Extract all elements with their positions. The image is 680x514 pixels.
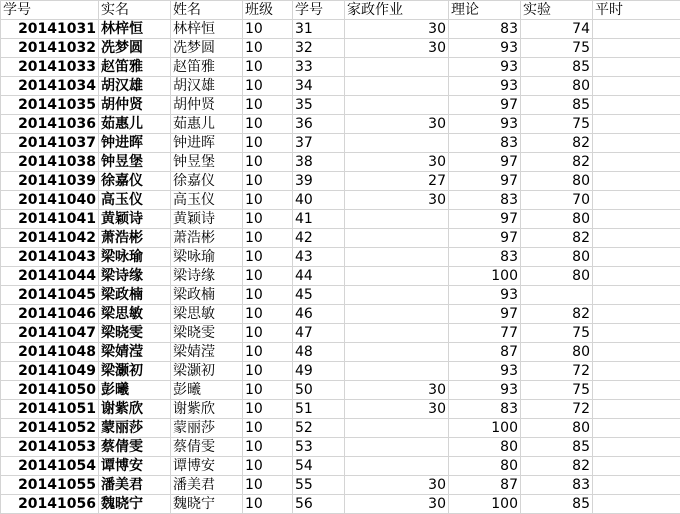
- cell-student-id[interactable]: 20141045: [1, 286, 99, 305]
- cell-class[interactable]: 10: [243, 96, 293, 115]
- cell-class[interactable]: 10: [243, 58, 293, 77]
- cell-homework[interactable]: [345, 305, 449, 324]
- cell-homework[interactable]: [345, 248, 449, 267]
- table-row: [1, 476, 680, 495]
- cell-name[interactable]: 彭曦: [171, 381, 243, 400]
- cell-lab[interactable]: 83: [521, 476, 593, 495]
- table-row: [1, 400, 680, 419]
- cell-regular[interactable]: [593, 343, 680, 362]
- cell-name[interactable]: 黄颖诗: [171, 210, 243, 229]
- cell-lab[interactable]: 75: [521, 39, 593, 58]
- cell-seat-number[interactable]: 43: [293, 248, 345, 267]
- cell-name[interactable]: 钟进晖: [171, 134, 243, 153]
- cell-name[interactable]: 赵笛雅: [171, 58, 243, 77]
- cell-student-id[interactable]: 20141042: [1, 229, 99, 248]
- cell-name[interactable]: 梁婧滢: [171, 343, 243, 362]
- cell-name[interactable]: 胡仲贤: [171, 96, 243, 115]
- cell-theory[interactable]: 80: [449, 438, 521, 457]
- cell-name[interactable]: 梁咏瑜: [171, 248, 243, 267]
- table-row: [1, 248, 680, 267]
- table-row: [1, 39, 680, 58]
- cell-seat-number[interactable]: 47: [293, 324, 345, 343]
- table-row: [1, 115, 680, 134]
- cell-theory[interactable]: 97: [449, 229, 521, 248]
- cell-regular[interactable]: [593, 495, 680, 514]
- header-cell-regular[interactable]: 平时: [593, 1, 680, 20]
- cell-homework[interactable]: 30: [345, 191, 449, 210]
- cell-name[interactable]: 潘美君: [171, 476, 243, 495]
- cell-homework[interactable]: [345, 457, 449, 476]
- cell-homework[interactable]: 30: [345, 495, 449, 514]
- cell-lab[interactable]: 74: [521, 20, 593, 39]
- cell-real-name[interactable]: 彭曦: [99, 381, 171, 400]
- cell-seat-number[interactable]: 33: [293, 58, 345, 77]
- cell-theory[interactable]: 93: [449, 381, 521, 400]
- cell-class[interactable]: 10: [243, 381, 293, 400]
- cell-name[interactable]: 高玉仪: [171, 191, 243, 210]
- cell-name[interactable]: 梁思敏: [171, 305, 243, 324]
- header-cell-seat-number[interactable]: 学号: [293, 1, 345, 20]
- cell-real-name[interactable]: 梁婧滢: [99, 343, 171, 362]
- cell-name[interactable]: 钟昱堡: [171, 153, 243, 172]
- cell-lab[interactable]: 75: [521, 115, 593, 134]
- cell-lab[interactable]: 80: [521, 248, 593, 267]
- cell-theory[interactable]: 97: [449, 172, 521, 191]
- cell-seat-number[interactable]: 53: [293, 438, 345, 457]
- cell-student-id[interactable]: 20141040: [1, 191, 99, 210]
- cell-regular[interactable]: [593, 267, 680, 286]
- cell-regular[interactable]: [593, 115, 680, 134]
- cell-name[interactable]: 蔡倩雯: [171, 438, 243, 457]
- cell-real-name[interactable]: 潘美君: [99, 476, 171, 495]
- cell-student-id[interactable]: 20141049: [1, 362, 99, 381]
- cell-real-name[interactable]: 钟进晖: [99, 134, 171, 153]
- table-row: [1, 58, 680, 77]
- cell-student-id[interactable]: 20141037: [1, 134, 99, 153]
- table-row: [1, 495, 680, 514]
- cell-class[interactable]: 10: [243, 305, 293, 324]
- cell-student-id[interactable]: 20141051: [1, 400, 99, 419]
- cell-real-name[interactable]: 高玉仪: [99, 191, 171, 210]
- table-row: [1, 77, 680, 96]
- cell-lab[interactable]: 85: [521, 495, 593, 514]
- cell-student-id[interactable]: 20141044: [1, 267, 99, 286]
- cell-real-name[interactable]: 梁思敏: [99, 305, 171, 324]
- cell-real-name[interactable]: 梁诗缘: [99, 267, 171, 286]
- cell-student-id[interactable]: 20141043: [1, 248, 99, 267]
- cell-homework[interactable]: [345, 362, 449, 381]
- cell-name[interactable]: 梁灏初: [171, 362, 243, 381]
- cell-class[interactable]: 10: [243, 248, 293, 267]
- cell-class[interactable]: 10: [243, 476, 293, 495]
- cell-seat-number[interactable]: 39: [293, 172, 345, 191]
- cell-class[interactable]: 10: [243, 39, 293, 58]
- cell-student-id[interactable]: 20141054: [1, 457, 99, 476]
- cell-real-name[interactable]: 梁晓雯: [99, 324, 171, 343]
- cell-class[interactable]: 10: [243, 191, 293, 210]
- cell-lab[interactable]: 70: [521, 191, 593, 210]
- table-row: [1, 305, 680, 324]
- cell-lab[interactable]: 85: [521, 96, 593, 115]
- cell-theory[interactable]: 93: [449, 77, 521, 96]
- cell-seat-number[interactable]: 32: [293, 39, 345, 58]
- cell-name[interactable]: 梁政楠: [171, 286, 243, 305]
- cell-name[interactable]: 梁诗缘: [171, 267, 243, 286]
- cell-seat-number[interactable]: 42: [293, 229, 345, 248]
- cell-name[interactable]: 谭博安: [171, 457, 243, 476]
- header-cell-homework[interactable]: 家政作业: [345, 1, 449, 20]
- cell-theory[interactable]: 100: [449, 419, 521, 438]
- table-row: [1, 419, 680, 438]
- table-row: [1, 381, 680, 400]
- cell-homework[interactable]: [345, 210, 449, 229]
- cell-student-id[interactable]: 20141046: [1, 305, 99, 324]
- cell-class[interactable]: 10: [243, 438, 293, 457]
- cell-lab[interactable]: 85: [521, 58, 593, 77]
- cell-seat-number[interactable]: 46: [293, 305, 345, 324]
- table-row: [1, 324, 680, 343]
- cell-student-id[interactable]: 20141035: [1, 96, 99, 115]
- cell-lab[interactable]: 80: [521, 267, 593, 286]
- cell-name[interactable]: 梁晓雯: [171, 324, 243, 343]
- cell-theory[interactable]: 87: [449, 343, 521, 362]
- cell-theory[interactable]: 83: [449, 20, 521, 39]
- cell-student-id[interactable]: 20141034: [1, 77, 99, 96]
- table-row: [1, 267, 680, 286]
- cell-class[interactable]: 10: [243, 400, 293, 419]
- cell-class[interactable]: 10: [243, 134, 293, 153]
- cell-regular[interactable]: [593, 362, 680, 381]
- table-row: [1, 20, 680, 39]
- cell-real-name[interactable]: 魏晓宁: [99, 495, 171, 514]
- table-row: [1, 362, 680, 381]
- cell-theory[interactable]: 77: [449, 324, 521, 343]
- cell-class[interactable]: 10: [243, 324, 293, 343]
- cell-theory[interactable]: 100: [449, 495, 521, 514]
- cell-homework[interactable]: [345, 77, 449, 96]
- cell-regular[interactable]: [593, 324, 680, 343]
- cell-class[interactable]: 10: [243, 77, 293, 96]
- cell-homework[interactable]: 30: [345, 381, 449, 400]
- cell-theory[interactable]: 93: [449, 58, 521, 77]
- cell-seat-number[interactable]: 49: [293, 362, 345, 381]
- cell-lab[interactable]: 80: [521, 419, 593, 438]
- cell-class[interactable]: 10: [243, 20, 293, 39]
- cell-student-id[interactable]: 20141055: [1, 476, 99, 495]
- cell-class[interactable]: 10: [243, 172, 293, 191]
- table-row: [1, 210, 680, 229]
- cell-student-id[interactable]: 20141053: [1, 438, 99, 457]
- cell-class[interactable]: 10: [243, 153, 293, 172]
- cell-homework[interactable]: [345, 96, 449, 115]
- cell-student-id[interactable]: 20141032: [1, 39, 99, 58]
- cell-regular[interactable]: [593, 210, 680, 229]
- cell-theory[interactable]: 83: [449, 400, 521, 419]
- cell-real-name[interactable]: 赵笛雅: [99, 58, 171, 77]
- cell-seat-number[interactable]: 54: [293, 457, 345, 476]
- cell-class[interactable]: 10: [243, 286, 293, 305]
- cell-class[interactable]: 10: [243, 115, 293, 134]
- header-row: [1, 1, 680, 20]
- cell-seat-number[interactable]: 45: [293, 286, 345, 305]
- cell-regular[interactable]: [593, 286, 680, 305]
- cell-class[interactable]: 10: [243, 210, 293, 229]
- cell-class[interactable]: 10: [243, 457, 293, 476]
- cell-seat-number[interactable]: 50: [293, 381, 345, 400]
- cell-lab[interactable]: 72: [521, 362, 593, 381]
- cell-seat-number[interactable]: 36: [293, 115, 345, 134]
- cell-theory[interactable]: 93: [449, 362, 521, 381]
- cell-name[interactable]: 谢紫欣: [171, 400, 243, 419]
- cell-homework[interactable]: [345, 58, 449, 77]
- cell-name[interactable]: 魏晓宁: [171, 495, 243, 514]
- cell-theory[interactable]: 97: [449, 153, 521, 172]
- cell-homework[interactable]: [345, 343, 449, 362]
- cell-lab[interactable]: 82: [521, 153, 593, 172]
- cell-lab[interactable]: 82: [521, 457, 593, 476]
- cell-lab[interactable]: 75: [521, 381, 593, 400]
- cell-regular[interactable]: [593, 419, 680, 438]
- cell-name[interactable]: 徐嘉仪: [171, 172, 243, 191]
- cell-student-id[interactable]: 20141038: [1, 153, 99, 172]
- header-cell-student-id[interactable]: 学号: [1, 1, 99, 20]
- header-cell-theory[interactable]: 理论: [449, 1, 521, 20]
- cell-regular[interactable]: [593, 438, 680, 457]
- cell-regular[interactable]: [593, 39, 680, 58]
- table-row: [1, 457, 680, 476]
- cell-regular[interactable]: [593, 248, 680, 267]
- cell-name[interactable]: 胡汉雄: [171, 77, 243, 96]
- cell-regular[interactable]: [593, 305, 680, 324]
- cell-seat-number[interactable]: 34: [293, 77, 345, 96]
- cell-real-name[interactable]: 梁政楠: [99, 286, 171, 305]
- cell-lab[interactable]: [521, 286, 593, 305]
- cell-class[interactable]: 10: [243, 362, 293, 381]
- cell-real-name[interactable]: 梁灏初: [99, 362, 171, 381]
- header-cell-real-name[interactable]: 实名: [99, 1, 171, 20]
- cell-student-id[interactable]: 20141048: [1, 343, 99, 362]
- header-cell-lab[interactable]: 实验: [521, 1, 593, 20]
- cell-student-id[interactable]: 20141056: [1, 495, 99, 514]
- cell-homework[interactable]: 30: [345, 153, 449, 172]
- cell-lab[interactable]: 82: [521, 305, 593, 324]
- cell-theory[interactable]: 87: [449, 476, 521, 495]
- table-row: [1, 172, 680, 191]
- cell-real-name[interactable]: 梁咏瑜: [99, 248, 171, 267]
- table-row: [1, 438, 680, 457]
- cell-name[interactable]: 林梓恒: [171, 20, 243, 39]
- cell-regular[interactable]: [593, 77, 680, 96]
- header-cell-class[interactable]: 班级: [243, 1, 293, 20]
- table-row: [1, 191, 680, 210]
- cell-student-id[interactable]: 20141036: [1, 115, 99, 134]
- cell-student-id[interactable]: 20141031: [1, 20, 99, 39]
- cell-lab[interactable]: 80: [521, 172, 593, 191]
- cell-regular[interactable]: [593, 400, 680, 419]
- cell-real-name[interactable]: 茹惠儿: [99, 115, 171, 134]
- cell-homework[interactable]: [345, 324, 449, 343]
- cell-seat-number[interactable]: 41: [293, 210, 345, 229]
- cell-real-name[interactable]: 胡仲贤: [99, 96, 171, 115]
- cell-theory[interactable]: 97: [449, 96, 521, 115]
- cell-regular[interactable]: [593, 381, 680, 400]
- cell-regular[interactable]: [593, 58, 680, 77]
- cell-real-name[interactable]: 萧浩彬: [99, 229, 171, 248]
- cell-seat-number[interactable]: 38: [293, 153, 345, 172]
- cell-lab[interactable]: 75: [521, 324, 593, 343]
- cell-student-id[interactable]: 20141050: [1, 381, 99, 400]
- cell-student-id[interactable]: 20141033: [1, 58, 99, 77]
- cell-real-name[interactable]: 徐嘉仪: [99, 172, 171, 191]
- cell-homework[interactable]: 30: [345, 20, 449, 39]
- cell-theory[interactable]: 93: [449, 286, 521, 305]
- cell-homework[interactable]: 30: [345, 400, 449, 419]
- table-row: [1, 96, 680, 115]
- table-row: [1, 134, 680, 153]
- cell-homework[interactable]: [345, 419, 449, 438]
- cell-lab[interactable]: 80: [521, 77, 593, 96]
- cell-theory[interactable]: 80: [449, 457, 521, 476]
- table-row: [1, 229, 680, 248]
- cell-name[interactable]: 冼梦圆: [171, 39, 243, 58]
- cell-real-name[interactable]: 蔡倩雯: [99, 438, 171, 457]
- cell-real-name[interactable]: 黄颖诗: [99, 210, 171, 229]
- cell-lab[interactable]: 72: [521, 400, 593, 419]
- cell-name[interactable]: 茹惠儿: [171, 115, 243, 134]
- cell-student-id[interactable]: 20141047: [1, 324, 99, 343]
- cell-theory[interactable]: 97: [449, 210, 521, 229]
- cell-regular[interactable]: [593, 191, 680, 210]
- cell-theory[interactable]: 93: [449, 115, 521, 134]
- cell-lab[interactable]: 80: [521, 343, 593, 362]
- cell-theory[interactable]: 100: [449, 267, 521, 286]
- cell-regular[interactable]: [593, 457, 680, 476]
- table-row: [1, 286, 680, 305]
- cell-name[interactable]: 蒙丽莎: [171, 419, 243, 438]
- cell-regular[interactable]: [593, 96, 680, 115]
- cell-homework[interactable]: [345, 286, 449, 305]
- table-row: [1, 153, 680, 172]
- cell-regular[interactable]: [593, 172, 680, 191]
- cell-homework[interactable]: [345, 438, 449, 457]
- table-row: [1, 343, 680, 362]
- cell-regular[interactable]: [593, 134, 680, 153]
- cell-real-name[interactable]: 钟昱堡: [99, 153, 171, 172]
- cell-student-id[interactable]: 20141052: [1, 419, 99, 438]
- cell-theory[interactable]: 93: [449, 39, 521, 58]
- cell-homework[interactable]: [345, 267, 449, 286]
- cell-theory[interactable]: 83: [449, 248, 521, 267]
- cell-class[interactable]: 10: [243, 267, 293, 286]
- cell-student-id[interactable]: 20141041: [1, 210, 99, 229]
- cell-seat-number[interactable]: 40: [293, 191, 345, 210]
- cell-seat-number[interactable]: 52: [293, 419, 345, 438]
- cell-class[interactable]: 10: [243, 229, 293, 248]
- cell-homework[interactable]: [345, 134, 449, 153]
- cell-real-name[interactable]: 冼梦圆: [99, 39, 171, 58]
- cell-theory[interactable]: 83: [449, 134, 521, 153]
- header-cell-name[interactable]: 姓名: [171, 1, 243, 20]
- cell-student-id[interactable]: 20141039: [1, 172, 99, 191]
- cell-regular[interactable]: [593, 229, 680, 248]
- cell-real-name[interactable]: 谭博安: [99, 457, 171, 476]
- cell-regular[interactable]: [593, 476, 680, 495]
- cell-homework[interactable]: 27: [345, 172, 449, 191]
- cell-seat-number[interactable]: 35: [293, 96, 345, 115]
- cell-regular[interactable]: [593, 153, 680, 172]
- cell-homework[interactable]: 30: [345, 115, 449, 134]
- cell-lab[interactable]: 82: [521, 229, 593, 248]
- cell-real-name[interactable]: 胡汉雄: [99, 77, 171, 96]
- cell-theory[interactable]: 97: [449, 305, 521, 324]
- cell-class[interactable]: 10: [243, 343, 293, 362]
- cell-name[interactable]: 萧浩彬: [171, 229, 243, 248]
- cell-real-name[interactable]: 蒙丽莎: [99, 419, 171, 438]
- cell-seat-number[interactable]: 37: [293, 134, 345, 153]
- cell-seat-number[interactable]: 48: [293, 343, 345, 362]
- cell-real-name[interactable]: 谢紫欣: [99, 400, 171, 419]
- cell-seat-number[interactable]: 55: [293, 476, 345, 495]
- cell-seat-number[interactable]: 31: [293, 20, 345, 39]
- cell-seat-number[interactable]: 51: [293, 400, 345, 419]
- cell-homework[interactable]: 30: [345, 476, 449, 495]
- cell-seat-number[interactable]: 56: [293, 495, 345, 514]
- cell-seat-number[interactable]: 44: [293, 267, 345, 286]
- cell-lab[interactable]: 85: [521, 438, 593, 457]
- cell-class[interactable]: 10: [243, 419, 293, 438]
- cell-theory[interactable]: 83: [449, 191, 521, 210]
- cell-regular[interactable]: [593, 20, 680, 39]
- cell-class[interactable]: 10: [243, 495, 293, 514]
- cell-homework[interactable]: [345, 229, 449, 248]
- cell-homework[interactable]: 30: [345, 39, 449, 58]
- cell-real-name[interactable]: 林梓恒: [99, 20, 171, 39]
- cell-lab[interactable]: 82: [521, 134, 593, 153]
- cell-lab[interactable]: 80: [521, 210, 593, 229]
